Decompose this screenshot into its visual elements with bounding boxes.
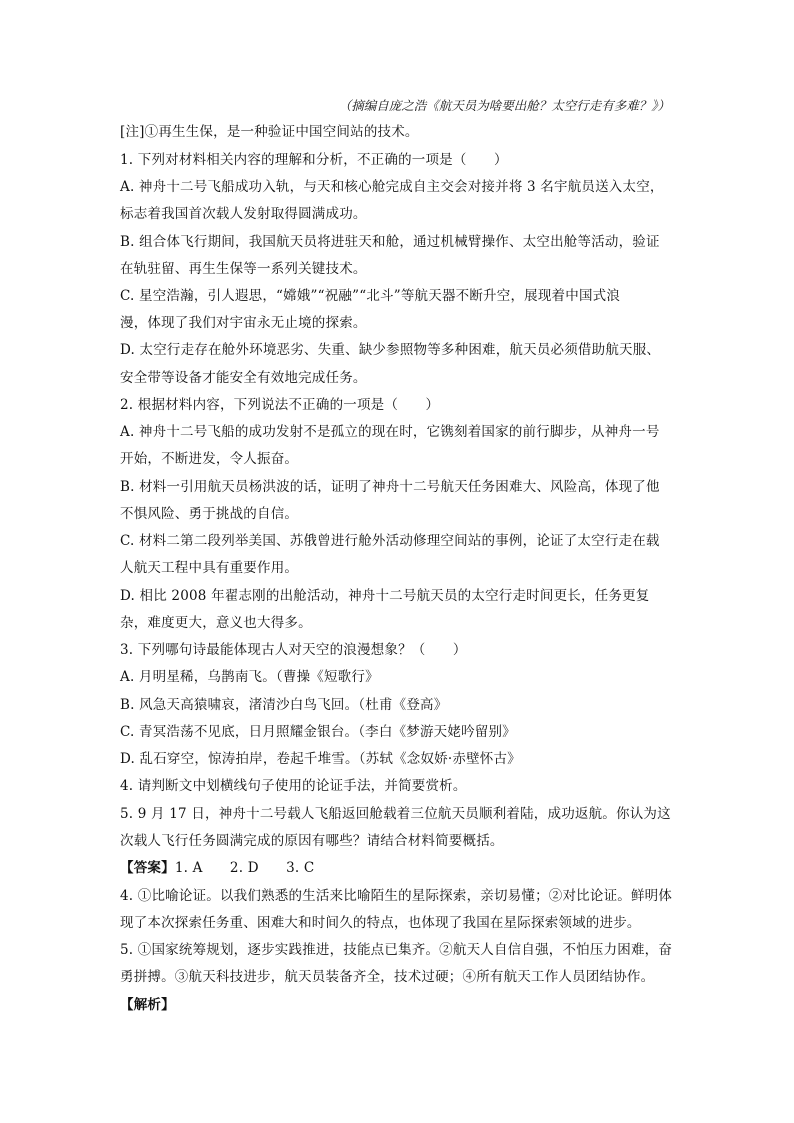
answer-4-cont: 现了本次探索任务重、困难大和时间久的特点，也体现了我国在星际探索领域的进步。 (120, 915, 641, 931)
question-2-stem: 2. 根据材料内容，下列说法不正确的一项是（ ） (120, 397, 440, 413)
q1-option-d-cont: 安全带等设备才能安全有效地完成任务。 (120, 370, 367, 386)
answer-values: 1. A 2. D 3. C (174, 860, 315, 876)
q3-option-d: D. 乱石穿空，惊涛拍岸，卷起千堆雪。（苏轼《念奴娇·赤壁怀古》 (120, 751, 521, 767)
answer-5: 5. ①国家统筹规划，逐步实践推进，技能点已集齐。②航天人自信自强，不怕压力困难，奋 (120, 942, 673, 958)
q2-option-d: D. 相比 2008 年翟志刚的出舱活动，神舟十二号航天员的太空行走时间更长，任务更复 (120, 588, 650, 604)
question-1-stem: 1. 下列对材料相关内容的理解和分析，不正确的一项是（ ） (120, 152, 508, 168)
q2-option-c: C. 材料二第二段列举美国、苏俄曾进行舱外活动修理空间站的事例，论证了太空行走在载 (120, 533, 660, 549)
answer-4: 4. ①比喻论证。以我们熟悉的生活来比喻陌生的星际探索，亲切易懂；②对比论证。鲜明体 (120, 888, 673, 904)
q1-option-b-cont: 在轨驻留、再生生保等一系列关键技术。 (120, 261, 367, 277)
answer-line (120, 856, 314, 876)
q2-option-a: A. 神舟十二号飞船的成功发射不是孤立的现在时，它镌刻着国家的前行脚步，从神舟一号 (120, 424, 660, 440)
answer-5-cont: 勇拼搏。③航天科技进步，航天员装备齐全，技术过硬；④所有航天工作人员团结协作。 (120, 969, 655, 985)
q1-option-a-cont: 标志着我国首次载人发射取得圆满成功。 (120, 206, 367, 222)
q1-option-a: A. 神舟十二号飞船成功入轨，与天和核心舱完成自主交会对接并将 3 名宇航员送入太空， (120, 179, 664, 195)
analysis-label: 【解析】 (120, 997, 175, 1013)
source-citation: （摘编自庞之浩《航天员为啥要出舱？太空行走有多难？》） (338, 98, 670, 113)
q2-option-b: B. 材料一引用航天员杨洪波的话，证明了神舟十二号航天任务困难大、风险高，体现了他 (120, 479, 660, 495)
q1-option-c: C. 星空浩瀚，引人遐思，“嫦娥”“祝融”“北斗”等航天器不断升空，展现着中国式浪 (120, 288, 621, 304)
q3-option-b: B. 风急天高猿啸哀，渚清沙白鸟飞回。（杜甫《登高》 (120, 697, 448, 713)
answer-label: 【答案】 (120, 860, 175, 876)
q1-option-d: D. 太空行走存在舱外环境恶劣、失重、缺少参照物等多种困难，航天员必须借助航天服、 (120, 342, 661, 358)
q1-option-b: B. 组合体飞行期间，我国航天员将进驻天和舱，通过机械臂操作、太空出舱等活动，验证 (120, 234, 660, 250)
q2-option-b-cont: 不惧风险、勇于挑战的自信。 (120, 506, 299, 522)
q1-option-c-cont: 漫，体现了我们对宇宙永无止境的探索。 (120, 315, 367, 331)
q2-option-d-cont: 杂，难度更大，意义也大得多。 (120, 615, 312, 631)
question-3-stem: 3. 下列哪句诗最能体现古人对天空的浪漫想象？（ ） (120, 642, 467, 658)
q3-option-c: C. 青冥浩荡不见底，日月照耀金银台。（李白《梦游天姥吟留别》 (120, 724, 516, 740)
q2-option-c-cont: 人航天工程中具有重要作用。 (120, 560, 299, 576)
q3-option-a: A. 月明星稀，乌鹊南飞。（曹操《短歌行》 (120, 669, 379, 685)
q2-option-a-cont: 开始，不断进发，令人振奋。 (120, 451, 299, 467)
question-5: 5. 9 月 17 日，神舟十二号载人飞船返回舱载着三位航天员顺利着陆，成功返航。你认为这 (120, 806, 671, 822)
question-5-cont: 次载人飞行任务圆满完成的原因有哪些？请结合材料简要概括。 (120, 833, 504, 849)
note: [注]①再生生保，是一种验证中国空间站的技术。 (120, 124, 419, 140)
question-4: 4. 请判断文中划横线句子使用的论证手法，并简要赏析。 (120, 778, 467, 794)
